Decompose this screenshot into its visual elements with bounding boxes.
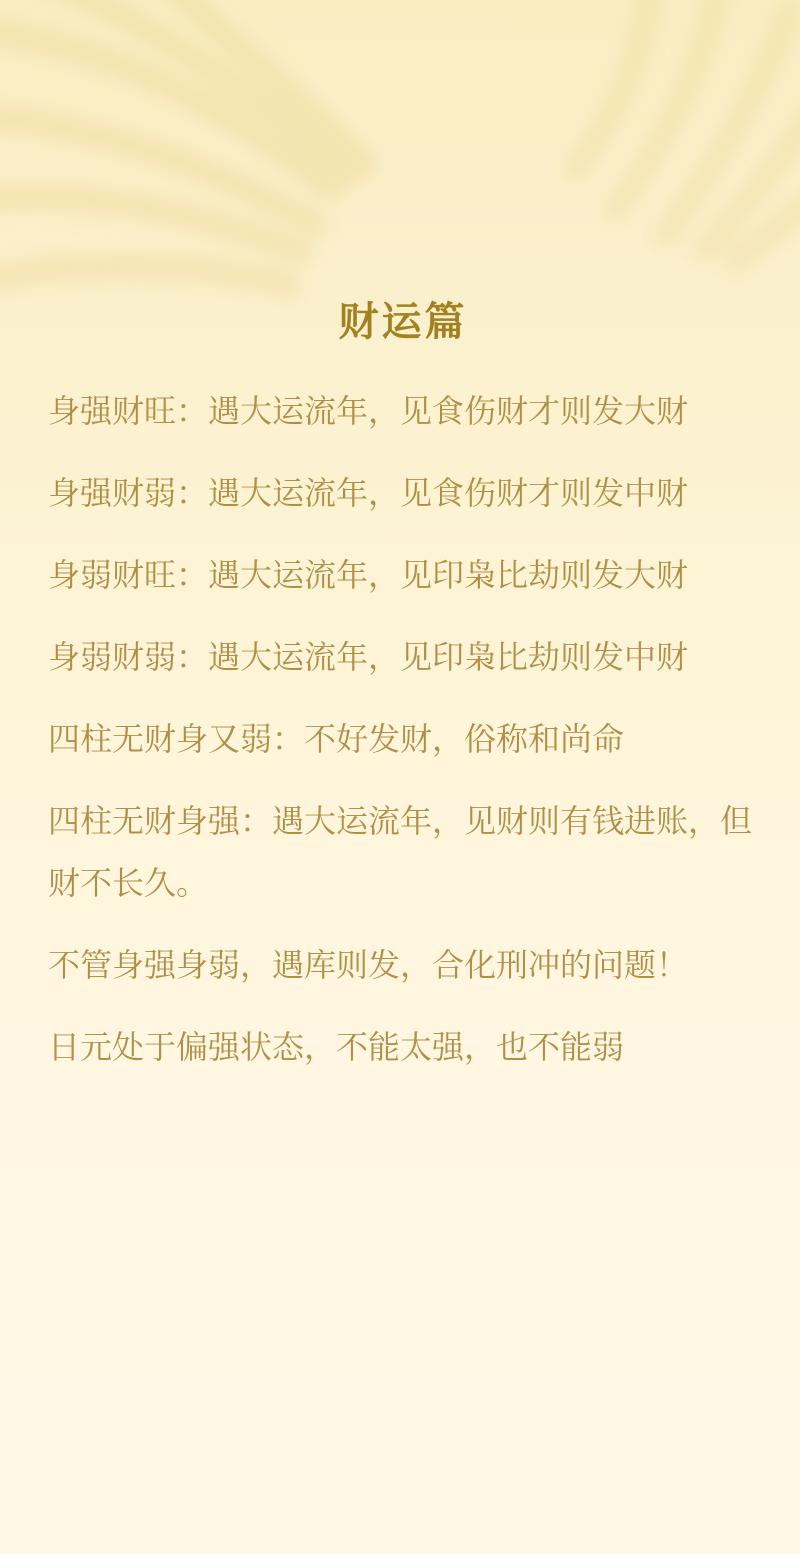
paragraph-body-weak-wealth-weak: 身弱财弱：遇大运流年，见印枭比劫则发中财	[48, 639, 689, 675]
paragraph-no-wealth-body-strong: 四柱无财身强：遇大运流年，见财则有钱进账，但财不长久。	[48, 803, 753, 901]
paragraph-body-strong-wealth-strong: 身强财旺：遇大运流年，见食伤财才则发大财	[48, 393, 689, 429]
paragraph-list	[48, 380, 758, 1078]
paragraph-body-strong-wealth-weak: 身强财弱：遇大运流年，见食伤财才则发中财	[48, 475, 689, 511]
paragraph-no-wealth-body-weak: 四柱无财身又弱：不好发财，俗称和尚命	[48, 721, 625, 757]
article	[48, 0, 758, 1098]
paragraph-day-master-state: 日元处于偏强状态，不能太强，也不能弱	[48, 1029, 625, 1065]
paragraph-treasury-rule: 不管身强身弱，遇库则发，合化刑冲的问题！	[48, 947, 689, 983]
paragraph-body-weak-wealth-strong: 身弱财旺：遇大运流年，见印枭比劫则发大财	[48, 557, 689, 593]
page-title: 财运篇	[338, 300, 468, 344]
